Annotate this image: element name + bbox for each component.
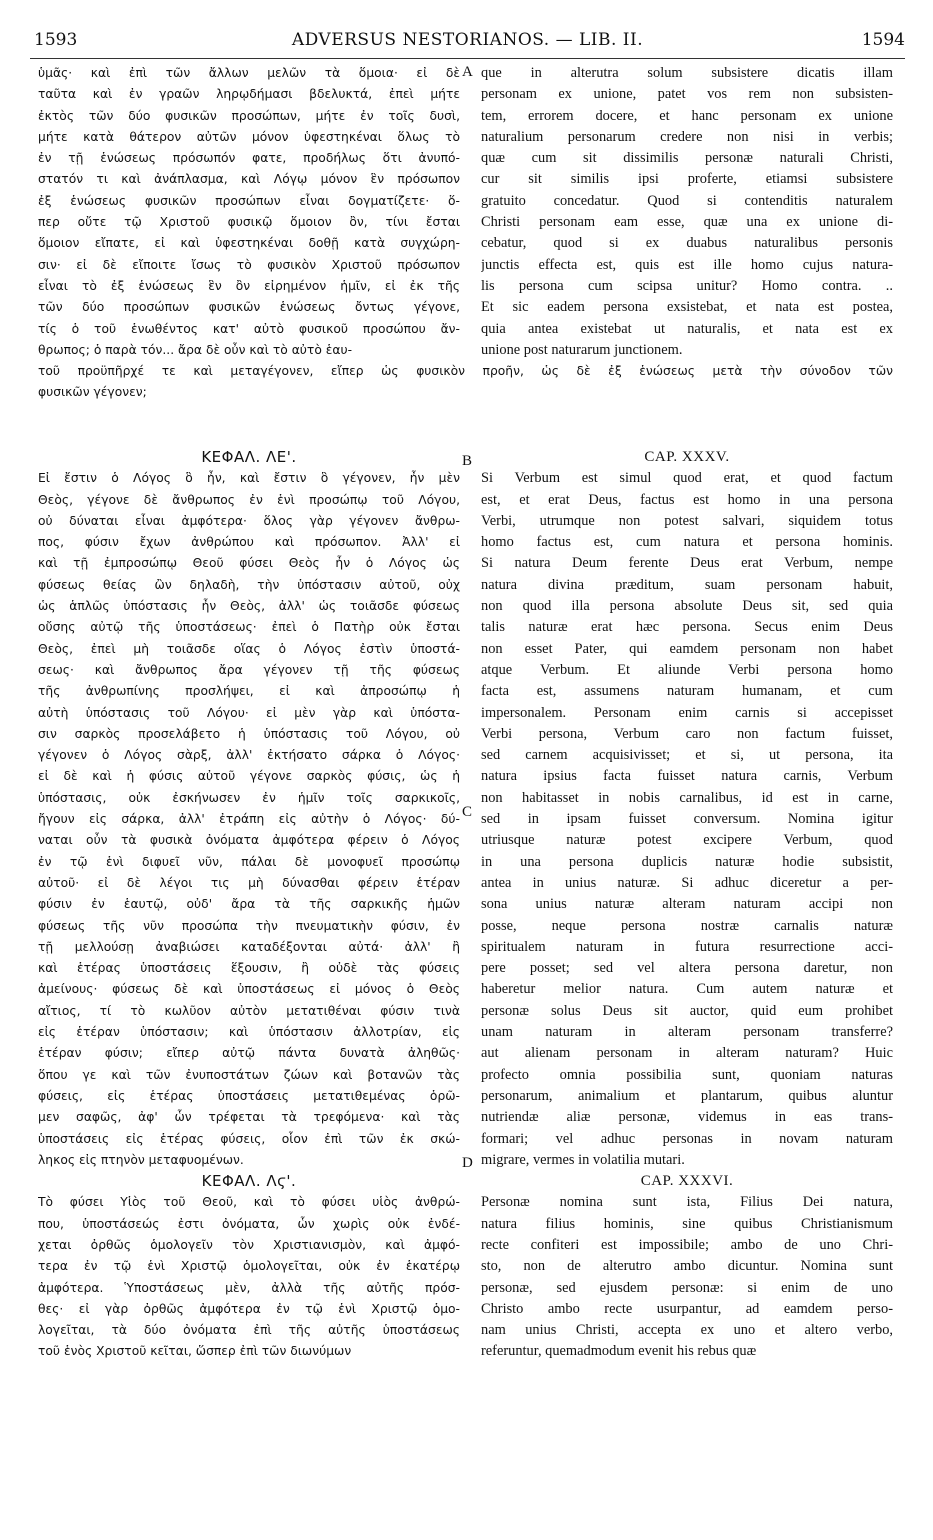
latin-text-line: non esset Pater, qui eamdem personam non habet (481, 640, 893, 657)
greek-text-line: μεν σαφῶς, ἀφ' ὧν τρέφεται τὰ τρεφόμενα· καὶ τὰς (38, 1110, 460, 1125)
latin-text-line: Christo ambo recte usurpantur, ad eamdem perso- (481, 1300, 893, 1317)
latin-text-line: Verbi, utrumque non potest salvari, siquidem totus (481, 512, 893, 529)
latin-text-line: personæ solus Deus sit auctor, quid eum prohibet (481, 1002, 893, 1019)
latin-column-top (481, 63, 893, 361)
greek-text-line: θες· εἰ γὰρ ὀρθῶς ἀμφότερα ἐν τῷ ἑνὶ Χριστῷ ὁμο- (38, 1301, 460, 1316)
greek-text-line: που, ὑποστάσεώς ἐστι ὀνόματα, ὧν χωρὶς οὐκ ἐνδέ- (38, 1216, 460, 1231)
greek-text-line: τοῦ προϋπῆρχέ τε καὶ μεταγέγονεν, εἴπερ ὡς φυσικὸν προῆν, ὡς δὲ ἐξ ἑνώσεως μετὰ τὴν σύνοδον τῶν (38, 364, 893, 378)
greek-text-line: ὡς ἁπλῶς ὑπόστασις ἦν Θεὸς, ἀλλ' ὡς τοιᾶσδε φύσεως (38, 599, 460, 614)
running-header (30, 30, 905, 56)
greek-text-line: χεται ὀρθῶς ὁμολογεῖν τὸν Χριστιανισμὸν, καὶ ἀμφό- (38, 1237, 460, 1252)
latin-text-line: que in alterutra solum subsistere dicatis illam (481, 65, 893, 81)
page-number-left: 1593 (34, 30, 78, 50)
latin-text-line: Personæ nomina sunt ista, Filius Dei natura, (481, 1194, 893, 1211)
greek-text-line: τῆς ἀνθρωπίνης προσλήψει, εἰ καὶ ἀπροσώπῳ ἡ (38, 684, 460, 699)
latin-text-line: unione post naturarum junctionem. (481, 341, 683, 358)
latin-text-line: utriusque naturæ potest excipere Verbum, quod (481, 832, 893, 849)
latin-text-line: Si natura Deum ferente Deus erat Verbum, nempe (481, 555, 893, 572)
margin-marker-b: B (462, 453, 473, 469)
greek-text-line: λογεῖται, τὰ δύο ὀνόματα ἐπὶ τῆς αὐτῆς ὑποστάσεως (38, 1323, 460, 1338)
greek-text-line: οὐ δύναται εἶναι ἀμφότερα· ὅλος γὰρ γέγονεν ἄνθρω- (38, 513, 460, 528)
greek-text-line: ἐξ ἑνώσεως φυσικῶν προσώπων εἶναι δογματίζετε· ὅ- (38, 193, 460, 208)
latin-text-line: referuntur, quemadmodum evenit his rebus quæ (481, 1343, 757, 1360)
greek-text-line: ὑποστάσεις εἰς ἑτέρας φύσεις, οἷον ἐπὶ τῶν ἐκ σκώ- (38, 1131, 460, 1146)
greek-chapter-35-heading: ΚΕΦΑΛ. ΛΕ'. (201, 448, 297, 466)
latin-text-line: facta est, assumens naturam humanam, et cum (481, 683, 893, 700)
page-number-right: 1594 (861, 30, 905, 50)
latin-text-line: spiritualem naturam in futura resurrectione acci- (481, 938, 893, 955)
latin-text-line: cur sit similis ipsi proferte, etiamsi subsistere (481, 171, 893, 188)
greek-text-line: σιν σαρκὸς προσελάβετο ἡ ὑπόστασις τοῦ Λόγου, οὐ (38, 726, 460, 741)
latin-text-line: Et sic eadem persona exsistebat, et nata est postea, (481, 299, 893, 316)
greek-text-line: τερα ἐν τῷ ἑνὶ Χριστῷ ὁμολογεῖται, οὐκ ἐν ἑκατέρῳ (38, 1259, 460, 1274)
latin-chapter-35-heading: CAP. XXXV. (644, 449, 730, 465)
latin-text-line: Si Verbum est simul quod erat, et quod factum (481, 470, 893, 487)
running-title: ADVERSUS NESTORIANOS. — LIB. II. (291, 30, 644, 50)
latin-text-line: posse, neque persona nostræ carnalis naturæ (481, 917, 893, 934)
latin-text-line: talis naturæ erat hæc persona. Secus enim Deus (481, 619, 893, 636)
greek-text-line: σιν· εἰ δὲ εἴποιτε ἴσως τὸ φυσικὸν Χριστοῦ πρόσωπον (38, 257, 460, 272)
latin-text-line: profecto omnia possibilia sunt, quoniam naturas (481, 1066, 893, 1083)
latin-text-line: sona unius naturæ alteram naturam accipi non (481, 896, 893, 913)
latin-text-line: impersonalem. Personam enim carnis si accepisset (481, 704, 893, 721)
greek-text-line: αὐτὴ ὑπόστασις τοῦ Λόγου· εἰ μὲν γὰρ καὶ ὑπόστα- (38, 705, 460, 720)
latin-text-line: natura divina præditum, suam personam habuit, (481, 576, 893, 593)
latin-text-line: Christi personam eam esse, quæ una ex unione di- (481, 214, 893, 231)
greek-text-line: στατόν τι καὶ ἀνάπλασμα, καὶ Λόγῳ μόνον ἓν πρόσωπον (38, 172, 460, 187)
greek-text-line: φύσεως θείας ὢν δηλαδὴ, τὴν ὑπόστασιν αὐτοῦ, οὐχ (38, 577, 460, 592)
latin-text-line: sed in ipsam fuisset conversum. Nomina igitur (481, 811, 893, 828)
greek-text-line: μήτε κατὰ θάτερον αὐτῶν μόνον ὑφεστηκέναι ὅλως τὸ (38, 129, 460, 144)
greek-text-line: ὑπόστασις, οὐκ ἐσκήνωσεν ἐν ἡμῖν τοῖς σαρκικοῖς, (38, 790, 460, 805)
latin-text-line: in una persona duplicis naturæ hodie subsistit, (481, 853, 893, 870)
greek-text-line: ἐν τῷ ἑνὶ διφυεῖ νῦν, πάλαι δὲ μονοφυεῖ προσώπῳ (38, 854, 460, 869)
greek-text-line: ὑμᾶς· καὶ ἐπὶ τῶν ἄλλων μελῶν τὰ ὅμοια· εἰ δὲ (38, 66, 460, 80)
greek-text-line: ἀμφότερα. Ὑποστάσεως μὲν, ἀλλὰ τῆς αὐτῆς πρόσ- (38, 1280, 460, 1295)
greek-chapter-35 (38, 447, 460, 1363)
greek-text-line: εἰ δὲ καὶ ἡ φύσις αὐτοῦ γέγονε σαρκὸς φύσις, ὡς ἡ (38, 769, 460, 784)
greek-text-line: ὅμοιον εἴπατε, εἰ καὶ ὑφεστηκέναι δοθῇ κατὰ συγχώρη- (38, 236, 460, 251)
latin-text-line: naturalium personarum credere non nisi in verbis; (481, 128, 893, 145)
greek-text-line: περ οὔτε τῷ Χριστοῦ φυσικῷ ὅμοιον ὂν, τίνι ἔσται (38, 215, 460, 230)
header-rule (30, 58, 905, 59)
latin-text-line: recte confiteri est impossibile; ambo de uno Chri- (481, 1236, 893, 1253)
greek-text-line: οὔσης αὐτῷ τῆς ὑποστάσεως· ἐπεὶ ὁ Πατὴρ οὐκ ἔσται (38, 620, 460, 635)
greek-text-line: τοῦ ἑνὸς Χριστοῦ κεῖται, ὥσπερ ἐπὶ τῶν διωνύμων (38, 1344, 352, 1359)
greek-text-line: εἰς ἑτέραν ὑπόστασιν; καὶ ὑπόστασιν ἀλλοτρίαν, εἰς (38, 1025, 460, 1040)
latin-text-line: homo factus est, cum natura et persona hominis. (481, 534, 893, 551)
greek-text-line: ἀμείνους· φύσεως δὲ καὶ ὑποστάσεως εἰ μόνος ὁ Θεὸς (38, 982, 460, 997)
greek-text-line: φύσεις, εἰς ἑτέρας ὑποστάσεις μετατιθεμένας ὁρῶ- (38, 1088, 460, 1103)
latin-text-line: personarum, animalium et plantarum, quibus aluntur (481, 1087, 893, 1104)
greek-text-line: ὅπου γε καὶ τῶν ἐνυποστάτων ζώων καὶ βοτανῶν τὰς (38, 1067, 460, 1082)
greek-text-line: γέγονεν ὁ Λόγος σὰρξ, ἀλλ' ἐκτήσατο σάρκα ὁ Λόγος· (38, 748, 460, 763)
latin-text-line: junctis effecta est, quis est ille homo cujus natura- (481, 256, 893, 273)
greek-text-line: ναται οὖν τὰ φυσικὰ ὀνόματα ἀμφότερα φέρειν ὁ Λόγος (38, 833, 460, 848)
greek-text-line: αὐτοῦ· εἰ δὲ λέγοι τις μὴ δύνασθαι φέρειν ἑτέραν (38, 875, 460, 890)
greek-text-line: ἤγουν εἰς σάρκα, ἀλλ' ἐτράπη εἰς αὐτὴν ὁ Λόγος· δύ- (38, 812, 460, 827)
latin-text-line: personam ex unione, patet vos rem non subsisten- (481, 86, 893, 103)
latin-text-line: pere posset; sed vel altera persona daretur, non (481, 960, 893, 977)
greek-text-line: τῶν δύο προσώπων φυσικῶν ἑνώσεως ὄντως γέγονε, (38, 300, 460, 315)
latin-text-line: antea in unius naturæ. Si adhuc diceretur a per- (481, 874, 893, 891)
latin-text-line: sed carnem acquisivisset; et si, ut persona, ita (481, 747, 893, 764)
greek-text-line: καὶ ἑτέρας ὑποστάσεις ἕξουσιν, ἢ οὐδὲ τὰς φύσεις (38, 961, 460, 976)
latin-text-line: aut alienam personam in alteram naturam? Huic (481, 1045, 893, 1062)
greek-text-line: ἐν τῇ ἑνώσεως πρόσωπόν φατε, προδήλως ὅτι ἀνυπό- (38, 151, 460, 166)
latin-text-line: nam unius Christi, accepta ex uno et altero verbo, (481, 1322, 893, 1339)
greek-text-line: τίς ὁ τοῦ ἑνωθέντος κατ' αὐτὸ φυσικοῦ προσώπου ἄν- (38, 321, 460, 336)
margin-marker-d: D (462, 1155, 473, 1171)
greek-text-line: αἴτιος, τί τὸ κωλῦον αὐτὸν μετατιθέναι φύσιν τινὰ (38, 1003, 460, 1018)
latin-text-line: haberetur melior natura. Cum autem naturæ et (481, 981, 893, 998)
greek-text-line: ταῦτα καὶ ἐν γραῶν ληρῳδήμασι βδελυκτά, ἐπεὶ μήτε (38, 87, 460, 102)
greek-text-line: ληκος εἰς πτηνὸν μεταφυομένων. (38, 1152, 244, 1167)
greek-text-line: Θεὸς, ἐπεὶ μὴ τοιᾶσδε οἵας ὁ Λόγος ἐστὶν ὑποστά- (38, 641, 460, 656)
greek-text-line: εἶναι τὸ ἐξ ἑνώσεως ἓν ὂν εἰρημένον ἡμῖν, εἰ ἐκ τῆς (38, 278, 460, 293)
latin-chapter-35 (481, 447, 893, 1363)
greek-text-line: τῇ μελλούσῃ ἀναβιώσει καταδέξονται αὐτά· ἀλλ' ἢ (38, 939, 460, 954)
greek-text-line: Εἰ ἔστιν ὁ Λόγος ὃ ἦν, καὶ ἔστιν ὃ γέγονεν, ἦν μὲν (38, 471, 460, 486)
latin-text-line: quia antea existebat ut naturalis, et nata est ex (481, 320, 893, 337)
latin-text-line: est, et erat Deus, factus est homo in una persona (481, 491, 893, 508)
greek-text-line: Τὸ φύσει Υἱὸς τοῦ Θεοῦ, καὶ τὸ φύσει υἱὸς ἀνθρώ- (38, 1195, 460, 1210)
latin-text-line: atque Verbum. Et aliunde Verbi persona homo (481, 661, 893, 678)
greek-chapter-36-heading: ΚΕΦΑΛ. Λϛ'. (201, 1172, 297, 1191)
latin-text-line: unam naturam in alteram personam transferre? (481, 1024, 893, 1041)
latin-text-line: formari; vel adhuc personas in novam naturam (481, 1130, 893, 1147)
greek-text-line: φύσεως τῆς νῦν προσώπα τὴν πνευματικὴν φύσιν, ἐν (38, 918, 460, 933)
margin-marker-a: A (462, 64, 473, 80)
latin-text-line: gratuito concedatur. Quod si contenditis naturalem (481, 192, 893, 209)
latin-text-line: non quod illa persona absolute Deus sit, sed quia (481, 598, 893, 615)
greek-text-line: Θεὸς, γέγονε δὲ ἄνθρωπος ἐν ἑνὶ προσώπῳ τοῦ Λόγου, (38, 492, 460, 507)
greek-text-line: φυσικῶν γέγονεν; (38, 385, 147, 400)
latin-text-line: tem, errorem docere, et hanc personam ex unione (481, 107, 893, 124)
latin-text-line: personæ, sed ejusdem personæ: si enim de uno (481, 1279, 893, 1296)
greek-spanning-text (38, 361, 893, 404)
greek-text-line: καὶ τῇ ἐμπροσώπῳ Θεοῦ φύσει Θεὸς ἦν ὁ Λόγος ὡς (38, 556, 460, 571)
margin-marker-c: C (462, 804, 473, 820)
greek-text-line: φύσιν ἐν ἑαυτῷ, οὐδ' ἄρα τὰ τῆς σαρκικῆς ἡμῶν (38, 897, 460, 912)
latin-chapter-36-heading: CAP. XXXVI. (640, 1173, 734, 1190)
greek-column-top (38, 63, 460, 361)
latin-text-line: cebatur, quod si ex duabus naturalibus personis (481, 235, 893, 252)
greek-text-line: πος, φύσιν ἔχων ἀνθρώπου καὶ πρόσωπον. Ἀλλ' εἰ (38, 535, 460, 550)
greek-text-line: ἑτέραν φύσιν; εἴπερ αὐτῷ πάντα δυνατὰ ἀληθῶς· (38, 1046, 460, 1061)
greek-text-line: θρωπος; ὁ παρὰ τόν... ἄρα δὲ οὖν καὶ τὸ αὐτὸ ἑαυ- (38, 342, 353, 357)
latin-text-line: non habitasset in nobis carnalibus, id est in carne, (481, 789, 893, 806)
greek-text-line: ἐκτὸς τῶν δύο φυσικῶν προσώπων, μήτε ἐν τοῖς δυσὶ, (38, 108, 460, 123)
latin-text-line: nutriendæ aliæ personæ, videmus in eas trans- (481, 1109, 893, 1126)
latin-text-line: Verbi persona, Verbum caro non factum fuisset, (481, 725, 893, 742)
latin-text-line: quæ cum sit dissimilis personæ naturali Christi, (481, 150, 893, 167)
latin-text-line: migrare, vermes in volatilia mutari. (481, 1151, 685, 1168)
latin-text-line: sto, non de alterutro ambo dicuntur. Nomina sunt (481, 1258, 893, 1275)
latin-text-line: natura filius hominis, sine quibus Christianismum (481, 1215, 893, 1232)
latin-text-line: lis persona cum scipsa unitur? Homo contra. .. (481, 277, 893, 294)
latin-text-line: natura ipsius facta fuisset natura carnis, Verbum (481, 768, 893, 785)
greek-text-line: σεως· καὶ ἄνθρωπος ἄρα γέγονεν τῇ τῆς φύσεως (38, 662, 460, 677)
